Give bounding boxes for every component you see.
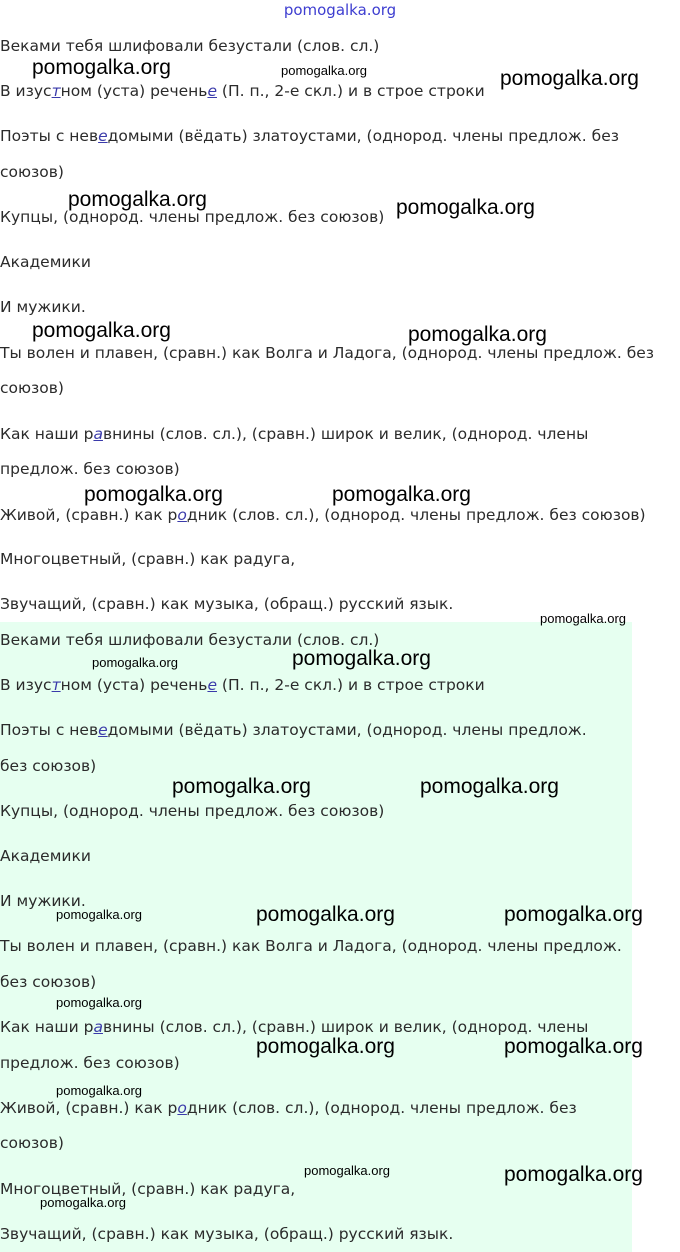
poem-line: Живой, (сравн.) как родник (слов. сл.), (однород. члены предлож. без союзов) bbox=[0, 506, 646, 524]
poem-line: предлож. без союзов) bbox=[0, 1054, 180, 1072]
watermark: pomogalka.org bbox=[32, 319, 171, 342]
site-link[interactable]: pomogalka.org bbox=[283, 1, 397, 19]
poem-line: предлож. без союзов) bbox=[0, 460, 180, 478]
watermark: pomogalka.org bbox=[281, 63, 367, 78]
watermark: pomogalka.org bbox=[32, 56, 171, 79]
watermark: pomogalka.org bbox=[292, 647, 431, 670]
watermark: pomogalka.org bbox=[408, 323, 547, 346]
watermark: pomogalka.org bbox=[304, 1163, 390, 1178]
watermark: pomogalka.org bbox=[84, 483, 223, 506]
watermark: pomogalka.org bbox=[504, 1035, 643, 1058]
watermark: pomogalka.org bbox=[92, 655, 178, 670]
watermark: pomogalka.org bbox=[56, 907, 142, 922]
marked-letter: а bbox=[93, 425, 103, 443]
watermark: pomogalka.org bbox=[56, 995, 142, 1010]
watermark: pomogalka.org bbox=[504, 1163, 643, 1186]
poem-line: В изустном (уста) реченье (П. п., 2-е скл.) и в строе строки bbox=[0, 676, 485, 694]
poem-line: Поэты с неведомыми (вёдать) златоустами, (однород. члены предлож. без bbox=[0, 127, 619, 145]
watermark: pomogalka.org bbox=[540, 611, 626, 626]
marked-letter: о bbox=[177, 1099, 187, 1117]
watermark: pomogalka.org bbox=[500, 67, 639, 90]
poem-line: Многоцветный, (сравн.) как радуга, bbox=[0, 1180, 296, 1198]
watermark: pomogalka.org bbox=[56, 1083, 142, 1098]
poem-line: Живой, (сравн.) как родник (слов. сл.), (однород. члены предлож. без bbox=[0, 1099, 577, 1117]
poem-line: Как наши равнины (слов. сл.), (сравн.) широк и велик, (однород. члены bbox=[0, 425, 589, 443]
poem-line: И мужики. bbox=[0, 298, 86, 316]
watermark: pomogalka.org bbox=[68, 188, 207, 211]
marked-letter: е bbox=[98, 721, 108, 739]
poem-line: Купцы, (однород. члены предлож. без союзов) bbox=[0, 802, 385, 820]
poem-line: Ты волен и плавен, (сравн.) как Волга и Ладога, (однород. члены предлож. без bbox=[0, 344, 655, 362]
watermark: pomogalka.org bbox=[420, 775, 559, 798]
marked-letter: т bbox=[51, 676, 61, 694]
poem-line: Купцы, (однород. члены предлож. без союзов) bbox=[0, 208, 385, 226]
marked-letter: е bbox=[207, 676, 217, 694]
poem-line: союзов) bbox=[0, 163, 64, 181]
poem-line: союзов) bbox=[0, 1134, 64, 1152]
marked-letter: е bbox=[98, 127, 108, 145]
poem-line: Звучащий, (сравн.) как музыка, (обращ.) русский язык. bbox=[0, 595, 454, 613]
poem-line: без союзов) bbox=[0, 973, 97, 991]
poem-line: Как наши равнины (слов. сл.), (сравн.) широк и велик, (однород. члены bbox=[0, 1018, 589, 1036]
poem-line: И мужики. bbox=[0, 892, 86, 910]
watermark: pomogalka.org bbox=[40, 1195, 126, 1210]
marked-letter: т bbox=[51, 82, 61, 100]
poem-line: Академики bbox=[0, 253, 91, 271]
watermark: pomogalka.org bbox=[256, 1035, 395, 1058]
watermark: pomogalka.org bbox=[396, 196, 535, 219]
poem-line: союзов) bbox=[0, 379, 64, 397]
watermark: pomogalka.org bbox=[504, 903, 643, 926]
poem-line: Веками тебя шлифовали безустали (слов. сл.) bbox=[0, 37, 380, 55]
poem-line: без союзов) bbox=[0, 757, 97, 775]
watermark: pomogalka.org bbox=[332, 483, 471, 506]
marked-letter: а bbox=[93, 1018, 103, 1036]
poem-line: Звучащий, (сравн.) как музыка, (обращ.) русский язык. bbox=[0, 1225, 454, 1243]
watermark: pomogalka.org bbox=[256, 903, 395, 926]
poem-line: Веками тебя шлифовали безустали (слов. сл.) bbox=[0, 631, 380, 649]
watermark: pomogalka.org bbox=[172, 775, 311, 798]
marked-letter: е bbox=[207, 82, 217, 100]
poem-line: Поэты с неведомыми (вёдать) златоустами, (однород. члены предлож. bbox=[0, 721, 587, 739]
marked-letter: о bbox=[177, 506, 187, 524]
poem-line: В изустном (уста) реченье (П. п., 2-е скл.) и в строе строки bbox=[0, 82, 485, 100]
poem-line: Ты волен и плавен, (сравн.) как Волга и Ладога, (однород. члены предлож. bbox=[0, 937, 622, 955]
poem-line: Академики bbox=[0, 847, 91, 865]
poem-line: Многоцветный, (сравн.) как радуга, bbox=[0, 550, 296, 568]
